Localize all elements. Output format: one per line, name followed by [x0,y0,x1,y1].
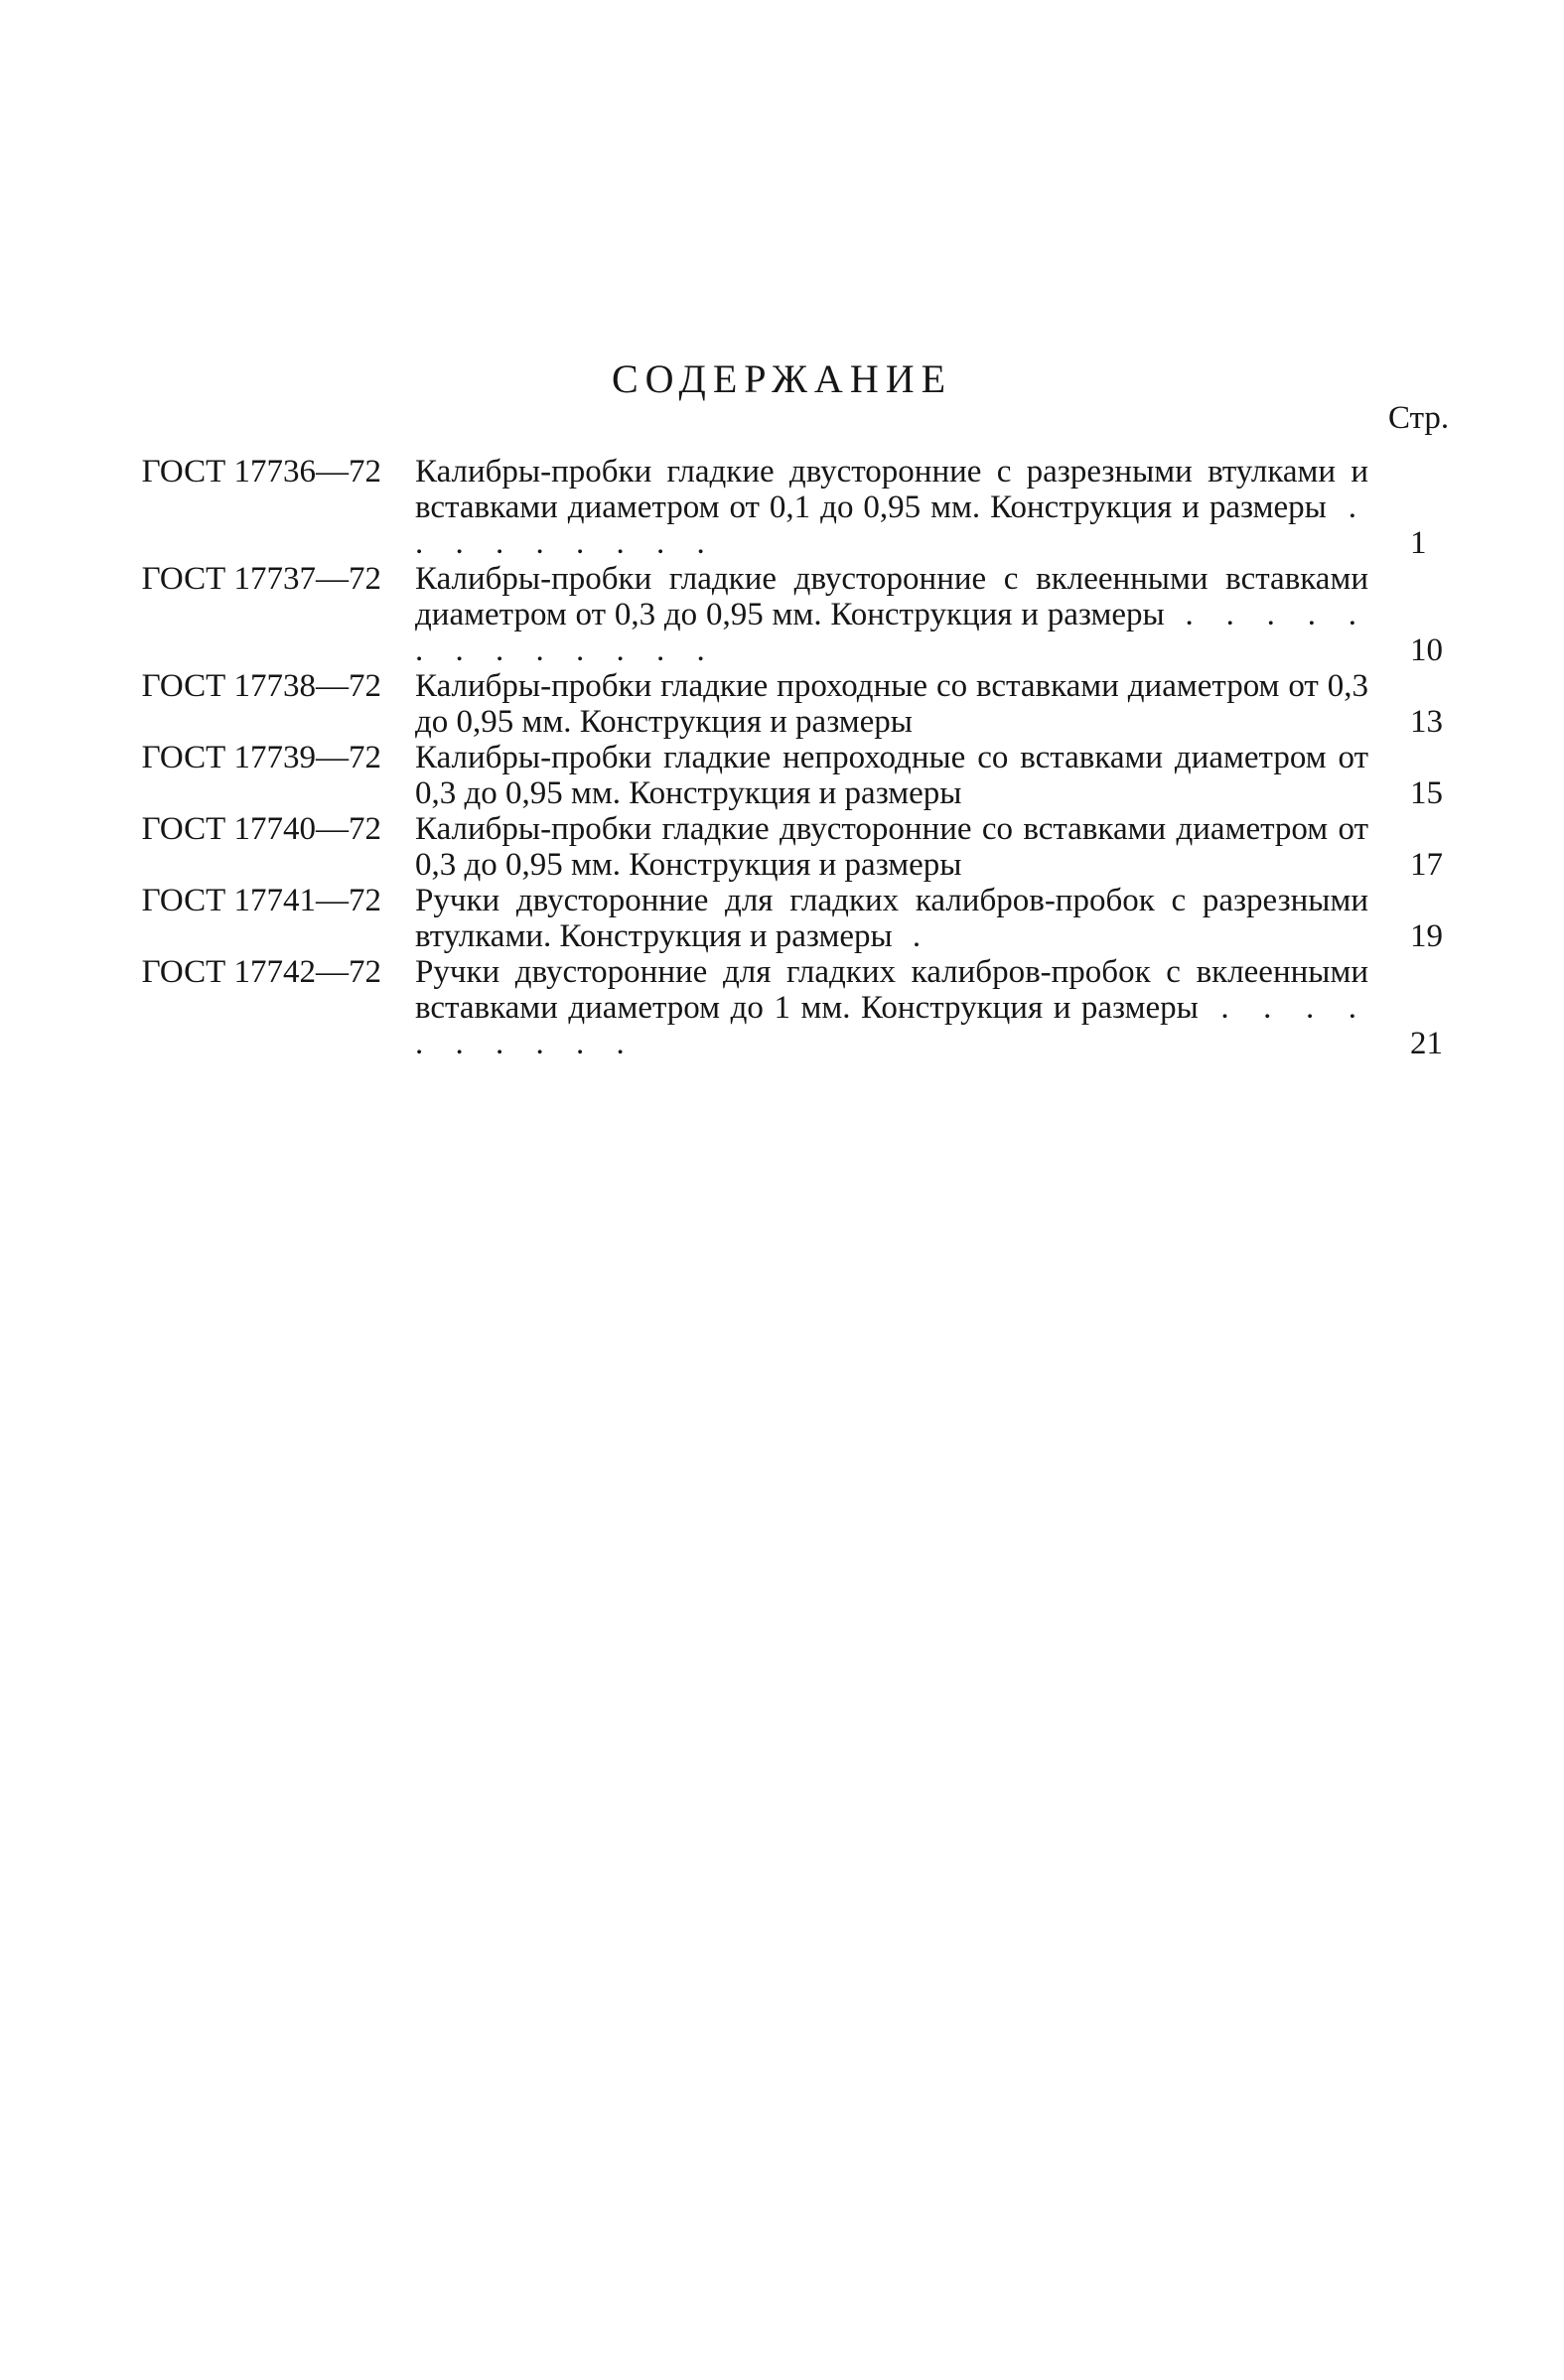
toc-entry [99,740,1450,811]
page-number: 19 [1410,918,1443,954]
toc-entry [99,668,1450,740]
toc-entry [99,561,1450,668]
standard-code: ГОСТ 17740—72 [141,811,381,847]
standard-code: ГОСТ 17737—72 [141,561,381,597]
toc-entry [99,454,1450,561]
standard-code: ГОСТ 17736—72 [141,454,381,490]
entry-title: Ручки двусторонние для гладких калибров-пробок с разрезными втулками. Конструкция и размеры . [415,883,1368,954]
page-title: СОДЕРЖАНИЕ [611,356,953,401]
entry-title: Калибры-пробки гладкие двусторонние с вклеенными вставками диаметром от 0,3 до 0,95 мм. Конструкция и размеры . . . . . . . . . . . . . [415,561,1369,668]
page-column-label: Стр. [1388,400,1450,436]
standard-code: ГОСТ 17742—72 [141,954,381,990]
dot-leader: . . . . . . . . . [415,490,1369,561]
standard-code: ГОСТ 17741—72 [141,883,381,918]
table-of-contents [99,454,1450,1061]
toc-entry [99,883,1450,954]
page-number: 21 [1410,1026,1443,1061]
page-number: 17 [1410,847,1443,883]
dot-leader: . . . . . . . . . . [415,990,1369,1061]
dot-leader: . [892,918,933,954]
page-number: 15 [1410,775,1443,811]
entry-title: Ручки двусторонние для гладких калибров-пробок с вклеенными вставками диаметром до 1 мм. Конструкция и размеры . . . . . . . . . . [415,954,1369,1061]
page-number: 1 [1410,525,1427,561]
page-number: 10 [1410,632,1443,668]
page-number: 13 [1410,704,1443,740]
toc-entry [99,954,1450,1061]
dot-leader: . . . . . . . . . . . . . [415,597,1369,668]
entry-title: Калибры-пробки гладкие двусторонние со вставками диаметром от 0,3 до 0,95 мм. Конструкция и размеры [415,811,1368,883]
standard-code: ГОСТ 17739—72 [141,740,381,775]
entry-title: Калибры-пробки гладкие непроходные со вставками диаметром от 0,3 до 0,95 мм. Конструкция и размеры [415,740,1368,811]
entry-title: Калибры-пробки гладкие двусторонние с разрезными втулками и вставками диаметром от 0,1 до 0,95 мм. Конструкция и размеры . . . . . . . . . [415,454,1369,561]
toc-entry [99,811,1450,883]
standard-code: ГОСТ 17738—72 [141,668,381,704]
entry-title: Калибры-пробки гладкие проходные со вставками диаметром от 0,3 до 0,95 мм. Конструкция и размеры [415,668,1368,740]
